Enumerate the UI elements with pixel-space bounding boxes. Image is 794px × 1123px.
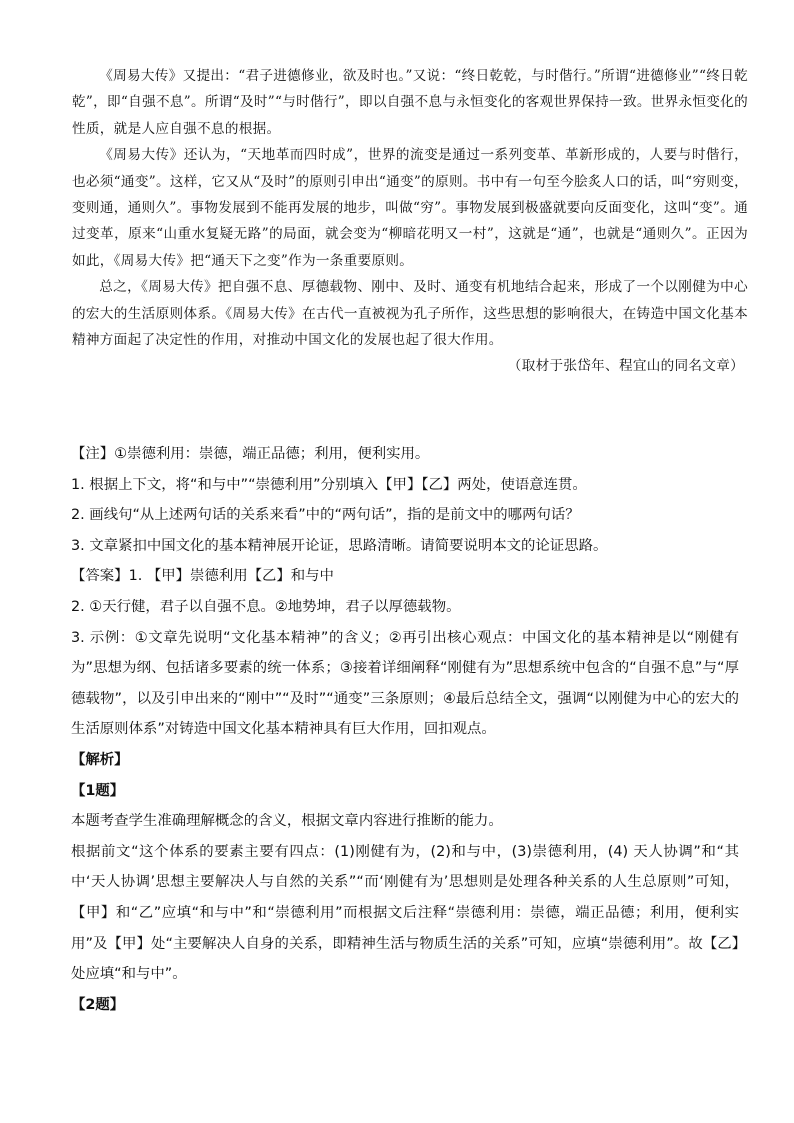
article-excerpt [72, 63, 748, 380]
q1-body: 根据前文“这个体系的要素主要有四点：(1)刚健有为，(2)和与中，(3)崇德利用，(4) 天人协调”和“其中‘天人协调’思想主要解决人与自然的关系”“而‘刚健有为’思想则是处理各种关系的人生总原则”可知，【甲】和“乙”应填“和与中”和“崇德利用”而根据文后注释“崇德利用：崇德，端正品德；利用，便利实用”及【甲】处“主要解决人自身的关系，即精神生活与物质生活的关系”可知，应填“崇德利用”。故【乙】处应填“和与中”。 [71, 843, 739, 983]
article-paragraph-3: 总之，《周易大传》把自强不息、厚德载物、刚中、及时、通变有机地结合起来，形成了一个以刚健为中心的宏大的生活原则体系。《周易大传》在古代一直被视为孔子所作，这些思想的影响很大，在铸造中国文化基本精神方面起了决定性的作用，对推动中国文化的发展也起了很大作用。 [72, 279, 748, 349]
article-paragraph-1: 《周易大传》又提出：“君子进德修业，欲及时也。”又说：“终日乾乾，与时偕行。”所谓“进德修业”“终日乾乾”，即“自强不息”。所谓“及时”“与时偕行”，即以自强不息与永恒变化的客观世界保持一致。世界永恒变化的性质，就是人应自强不息的根据。 [72, 68, 748, 137]
answer-3: 3. 示例：①文章先说明“文化基本精神”的含义；②再引出核心观点：中国文化的基本精神是以“刚健有为”思想为纲、包括诸多要素的统一体系；③接着详细阐释“刚健有为”思想系统中包含的“自强不息”与“厚德载物”，以及引申出来的“刚中”“及时”“通变”三条原则；④最后总结全文，强调“以刚健为中心的宏大的生活原则体系”对铸造中国文化基本精神具有巨大作用，回扣观点。 [71, 629, 739, 738]
questions-and-answers [71, 439, 739, 1020]
question-2: 2. 画线句“从上述两句话的关系来看”中的“两句话”，指的是前文中的哪两句话？ [71, 507, 580, 524]
answer-heading: 【答案】1. 【甲】崇德利用【乙】和与中 [71, 568, 334, 585]
q1-heading: 【1题】 [71, 782, 125, 799]
question-1: 1. 根据上下文，将“和与中”“崇德利用”分别填入【甲】【乙】两处，使语意连贯。 [71, 476, 587, 493]
analysis-heading: 【解析】 [71, 751, 129, 768]
article-paragraph-2: 《周易大传》还认为，“天地革而四时成”，世界的流变是通过一系列变革、革新形成的，人要与时偕行，也必须“通变”。这样，它又从“及时”的原则引申出“通变”的原则。书中有一句至今脍炙人口的话，叫“穷则变，变则通，通则久”。事物发展到不能再发展的地步，叫做“穷”。事物发展到极盛就要向反面变化，这叫“变”。通过变革，原来“山重水复疑无路”的局面，就会变为“柳暗花明又一村”，这就是“通”，也就是“通则久”。正因为如此，《周易大传》把“通天下之变”作为一条重要原则。 [72, 147, 748, 269]
q2-heading: 【2题】 [71, 996, 125, 1013]
answer-2: 2. ①天行健，君子以自强不息。②地势坤，君子以厚德载物。 [71, 598, 461, 615]
annotation-note: 【注】①崇德利用：崇德，端正品德；利用，便利实用。 [71, 446, 430, 462]
question-3: 3. 文章紧扣中国文化的基本精神展开论证，思路清晰。请简要说明本文的论证思路。 [71, 537, 608, 554]
q1-intro: 本题考查学生准确理解概念的含义，根据文章内容进行推断的能力。 [71, 813, 503, 830]
article-source: （取材于张岱年、程宜山的同名文章） [507, 358, 744, 375]
